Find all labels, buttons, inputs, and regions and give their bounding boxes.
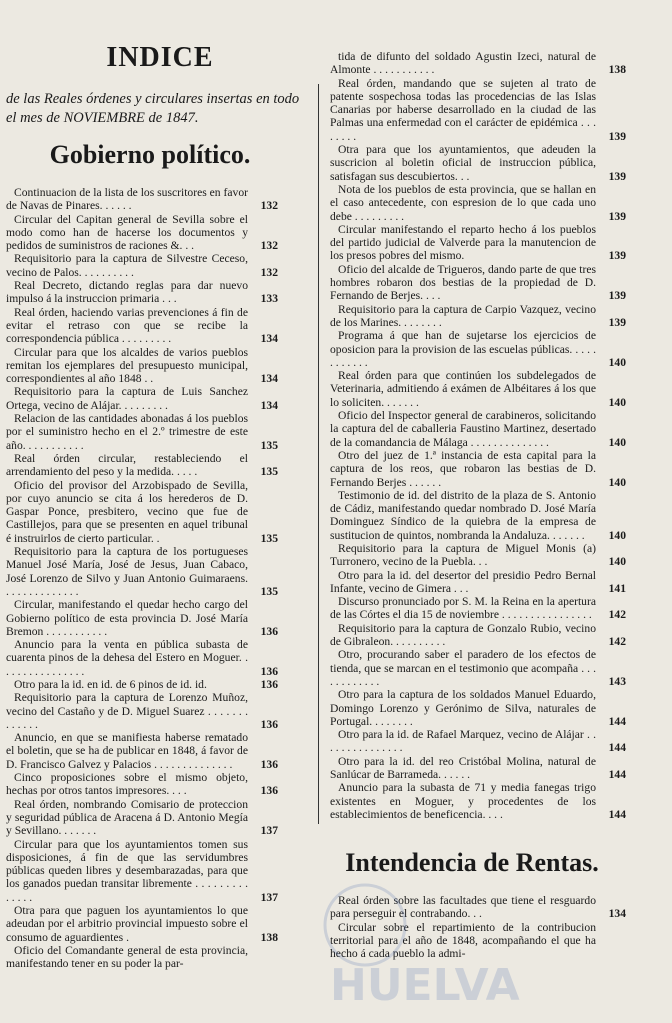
entry-text: Otro para la id. en id. de 6 pinos de id. id.: [14, 677, 207, 691]
entry-text: Circular sobre el repartimiento de la contribucion territorial para el año de 1848, acompañando el que ha hecho á cada pueblo la admi-: [330, 920, 596, 961]
entry-page-number: 140: [608, 528, 626, 542]
entry-page-number: 142: [608, 635, 626, 649]
entry-page-number: 139: [608, 129, 626, 143]
entry-text: Relacion de las cantidades abonadas á los pueblos por el suministro hecho en el 2.º trimestre de este año. . . . . . . . . . .: [6, 412, 248, 452]
index-entry: [330, 303, 626, 330]
index-entry: [330, 622, 626, 649]
index-entry: [6, 213, 278, 253]
index-entry: [6, 306, 278, 346]
index-entry: [330, 223, 626, 263]
entry-page-number: 136: [260, 624, 278, 638]
entry-text: Real órden, mandando que se sujeten al trato de patente sospechosa todas las procedencias de las Islas Canarias por haberse desarrollado en la ciudad de las Palmas una enfermedad con el carácter de epidémica . . . . . . . .: [330, 76, 596, 143]
entry-text: Otra para que paguen los ayuntamientos lo que adeudan por el arbitrio provincial impuesto sobre el consumo de aguardientes .: [6, 904, 248, 944]
index-entry: [330, 183, 626, 223]
watermark-text: HUELVA: [330, 960, 520, 1011]
index-entry: [330, 688, 626, 728]
entry-text: Anuncio para la subasta de 71 y media fanegas trigo existentes en Moguer, y procedentes de los establecimientos de beneficencia. . . .: [330, 781, 596, 821]
index-entry: [6, 944, 278, 971]
index-entry: [6, 678, 278, 691]
index-entry: [330, 329, 626, 369]
entry-page-number: 138: [608, 63, 626, 77]
entry-text: Requisitorio para la captura de Miguel Monis (a) Turronero, vecino de la Puebla. . .: [330, 541, 596, 569]
entry-text: tida de difunto del soldado Agustin Izeci, natural de Almonte . . . . . . . . . . .: [330, 50, 596, 77]
index-entry: [330, 143, 626, 183]
index-entry: [330, 369, 626, 409]
index-entry: [6, 385, 278, 412]
index-entry: [6, 452, 278, 479]
entry-text: Anuncio, en que se manifiesta haberse rematado el boletin, que se ha de publicar en 1848, á favor de D. Francisco Galvez y Palacios . . . . . . . . . . . . . .: [6, 731, 248, 771]
entry-page-number: 139: [608, 209, 626, 223]
entry-page-number: 140: [608, 555, 626, 569]
index-entry: [6, 771, 278, 798]
index-entry: [6, 186, 278, 213]
entry-text: Otro, procurando saber el paradero de los efectos de tienda, que se marcan en el testimonio que acompaña . . . . . . . . . . . .: [330, 648, 596, 688]
entry-text: Discurso pronunciado por S. M. la Reina en la apertura de las Córtes el dia 15 de noviembre . . . . . . . . . . . . . . . .: [330, 595, 596, 622]
index-entry: [330, 409, 626, 449]
entry-text: Requisitorio para la captura de Luis Sanchez Ortega, vecino de Alájar. . . . . . . . .: [6, 385, 248, 412]
entry-page-number: 135: [260, 438, 278, 452]
entry-text: Otro del juez de 1.ª instancia de esta capital para la captura de los reos, que robaron las bestias de D. Fernando Berjes . . . . . .: [330, 448, 596, 489]
entry-page-number: 144: [608, 768, 626, 782]
entry-page-number: 133: [260, 292, 278, 306]
index-entry: [6, 279, 278, 306]
index-entry: [330, 449, 626, 489]
index-entry: [6, 545, 278, 598]
index-entry: [330, 569, 626, 596]
section-heading-gobierno: Gobierno político.: [49, 140, 251, 169]
entry-page-number: 140: [608, 435, 626, 449]
entry-text: Requisitorio para la captura de Silvestre Ceceso, vecino de Palos. . . . . . . . . .: [6, 252, 248, 279]
entry-page-number: 136: [260, 677, 278, 691]
entry-text: Otro para la id. del desertor del presidio Pedro Bernal Infante, vecino de Gimera . . .: [330, 568, 596, 595]
index-entry: [6, 638, 278, 678]
entry-page-number: 144: [608, 714, 626, 728]
entry-text: Real órden sobre las facultades que tiene el resguardo para perseguir el contrabando. . .: [330, 894, 596, 921]
index-entry: [6, 598, 278, 638]
index-entry: [330, 595, 626, 622]
entry-text: Circular, manifestando el quedar hecho cargo del Gobierno político de esta provincia D. José María Bremon . . . . . . . . . . .: [6, 598, 248, 638]
entry-page-number: 134: [260, 332, 278, 346]
entry-text: Requisitorio para la captura de los portugueses Manuel José María, José de Jesus, Juan Cabaco, José Lorenzo de Silvo y Juan Antonio Guimaraens. . . . . . . . . . . . . .: [6, 545, 248, 598]
entry-page-number: 132: [260, 239, 278, 253]
entry-page-number: 140: [608, 355, 626, 369]
section-heading-intendencia: Intendencia de Rentas.: [345, 848, 599, 877]
entry-page-number: 139: [608, 169, 626, 183]
entry-text: Requisitorio para la captura de Carpio Vazquez, vecino de los Marines. . . . . . . .: [330, 302, 596, 329]
entry-text: Oficio del alcalde de Trigueros, dando parte de que tres hombres robaron dos bestias de la propiedad de D. Fernando de Berjes. . . .: [330, 262, 596, 303]
index-entry: [6, 731, 278, 771]
index-entry: [330, 781, 626, 821]
entry-text: Otra para que los ayuntamientos, que adeuden la suscricion al boletin oficial de instruccion pública, satisfagan sus descubiertos. . .: [330, 143, 596, 183]
entry-page-number: 134: [608, 907, 626, 921]
index-title: INDICE: [106, 42, 214, 73]
entry-page-number: 134: [260, 398, 278, 412]
index-entry: [330, 489, 626, 542]
entry-page-number: 137: [260, 824, 278, 838]
index-entry: [6, 412, 278, 452]
entry-page-number: 136: [260, 757, 278, 771]
index-entry: [6, 252, 278, 279]
entry-page-number: 140: [608, 475, 626, 489]
entry-page-number: 135: [260, 465, 278, 479]
entry-text: Circular manifestando el reparto hecho á los pueblos del partido judicial de Valverde para la manutencion de los presos pobres del mismo.: [330, 222, 596, 263]
entry-text: Otro para la id. del reo Cristóbal Molina, natural de Sanlúcar de Barrameda. . . . . .: [330, 754, 596, 782]
entry-page-number: 141: [608, 581, 626, 595]
column-divider: [318, 84, 319, 824]
index-entry: [330, 648, 626, 688]
entry-page-number: 132: [260, 199, 278, 213]
index-entry: [330, 728, 626, 755]
entry-text: Real órden, nombrando Comisario de proteccion y seguridad pública de Aracena á D. Antonio Megía y Sevillano. . . . . . .: [6, 797, 248, 838]
entry-text: Real órden circular, restableciendo el arrendamiento del peso y la medida. . . . .: [6, 451, 248, 479]
entry-text: Requisitorio para la captura de Lorenzo Muñoz, vecino del Castaño y de D. Miguel Suarez . . . . . . . . . . . . .: [6, 691, 248, 731]
index-entry: [330, 263, 626, 303]
entry-page-number: 139: [608, 249, 626, 263]
entry-page-number: 134: [260, 372, 278, 386]
entry-text: Real órden, haciendo varias prevenciones á fin de evitar el retraso con que se recibe la correspondencia pública . . . . . . . . .: [6, 305, 248, 346]
entry-text: Oficio del provisor del Arzobispado de Sevilla, por cuyo anuncio se cita á los herederos de D. Gaspar Ponce, presbitero, vecino que fue de Castillejos, para que se presenten en aquel tribunal é instruirlos de cierto particular. .: [6, 478, 248, 545]
index-entry: [6, 838, 278, 904]
entry-text: Circular del Capitan general de Sevilla sobre el modo como han de hacerse los documentos y pedidos de suministros de raciones &. . .: [6, 212, 248, 253]
index-entry: [6, 346, 278, 386]
index-subtitle: de las Reales órdenes y circulares insertas en todo el mes de NOVIEMBRE de 1847.: [6, 91, 300, 126]
entry-page-number: 132: [260, 265, 278, 279]
entry-page-number: 142: [608, 608, 626, 622]
index-entry: [6, 798, 278, 838]
index-entry: [6, 904, 278, 944]
entry-page-number: 143: [608, 674, 626, 688]
index-entry: [6, 691, 278, 731]
entry-text: Real órden para que continúen los subdelegados de Veterinaria, admitiendo á exámen de Albéitares á los que lo soliciten. . . . . . .: [330, 369, 596, 409]
index-entry: [330, 50, 626, 77]
entry-page-number: 137: [260, 890, 278, 904]
entry-text: Oficio del Inspector general de carabineros, solicitando la captura del de caballeria Faustino Martinez, desertado de la comandancia de Málaga . . . . . . . . . . . . . .: [330, 409, 596, 449]
entry-text: Oficio del Comandante general de esta provincia, manifestando tener en su poder la par-: [6, 943, 248, 971]
entry-text: Cinco proposiciones sobre el mismo objeto, hechas por otros tantos impresores. . . .: [6, 771, 248, 798]
index-entry: [330, 755, 626, 782]
entry-page-number: 144: [608, 807, 626, 821]
entry-text: Otro para la captura de los soldados Manuel Eduardo, Domingo Lorenzo y Gerónimo de Silva, naturales de Portugal. . . . . . . .: [330, 688, 596, 728]
entry-page-number: 140: [608, 395, 626, 409]
index-entry: [6, 479, 278, 545]
entry-text: Circular para que los ayuntamientos tomen sus disposiciones, á fin de que las servidumbres públicas queden libres y desembarazadas, para que los ganados puedan transitar libremente . . . . . . . . . . . . . .: [6, 837, 248, 904]
index-entry: [330, 894, 626, 921]
entry-page-number: 136: [260, 717, 278, 731]
entry-page-number: 136: [260, 664, 278, 678]
entry-text: Requisitorio para la captura de Gonzalo Rubio, vecino de Gibraleon. . . . . . . . . .: [330, 621, 596, 649]
entry-page-number: 136: [260, 784, 278, 798]
index-entry: [330, 921, 626, 961]
entry-page-number: 144: [608, 741, 626, 755]
right-entry-list: [330, 50, 626, 821]
left-entry-list: [6, 186, 278, 971]
entry-page-number: 135: [260, 531, 278, 545]
rentas-entry-list: [330, 894, 626, 960]
entry-text: Nota de los pueblos de esta provincia, que se hallan en el caso antecedente, con espresion de lo que cada uno debe . . . . . . . . .: [330, 182, 596, 223]
entry-text: Otro para la id. de Rafael Marquez, vecino de Alájar . . . . . . . . . . . . . . .: [330, 728, 596, 755]
index-entry: [330, 77, 626, 143]
entry-page-number: 139: [608, 315, 626, 329]
entry-text: Continuacion de la lista de los suscritores en favor de Navas de Pinares. . . . . .: [6, 186, 248, 213]
index-entry: [330, 542, 626, 569]
entry-text: Circular para que los alcaldes de varios pueblos remitan los ejemplares del presupuesto municipal, correspondientes al año 1848 . .: [6, 345, 248, 386]
entry-text: Anuncio para la venta en pública subasta de cuarenta pinos de la dehesa del Estero en Moguer. . . . . . . . . . . . . . . .: [6, 638, 248, 678]
entry-page-number: 135: [260, 584, 278, 598]
entry-text: Programa á que han de sujetarse los ejercicios de oposicion para la provision de las escuelas públicas. . . . . . . . . . . .: [330, 329, 596, 369]
entry-text: Real Decreto, dictando reglas para dar nuevo impulso á la instruccion primaria . . .: [6, 279, 248, 306]
entry-page-number: 139: [608, 289, 626, 303]
entry-page-number: 138: [260, 930, 278, 944]
entry-text: Testimonio de id. del distrito de la plaza de S. Antonio de Cádiz, manifestando quedar nombrado D. José María Dominguez Síndico de la quiebra de la empresa de sustitucion de quintos, nombranda la Andaluza. . . . . . .: [330, 488, 596, 542]
